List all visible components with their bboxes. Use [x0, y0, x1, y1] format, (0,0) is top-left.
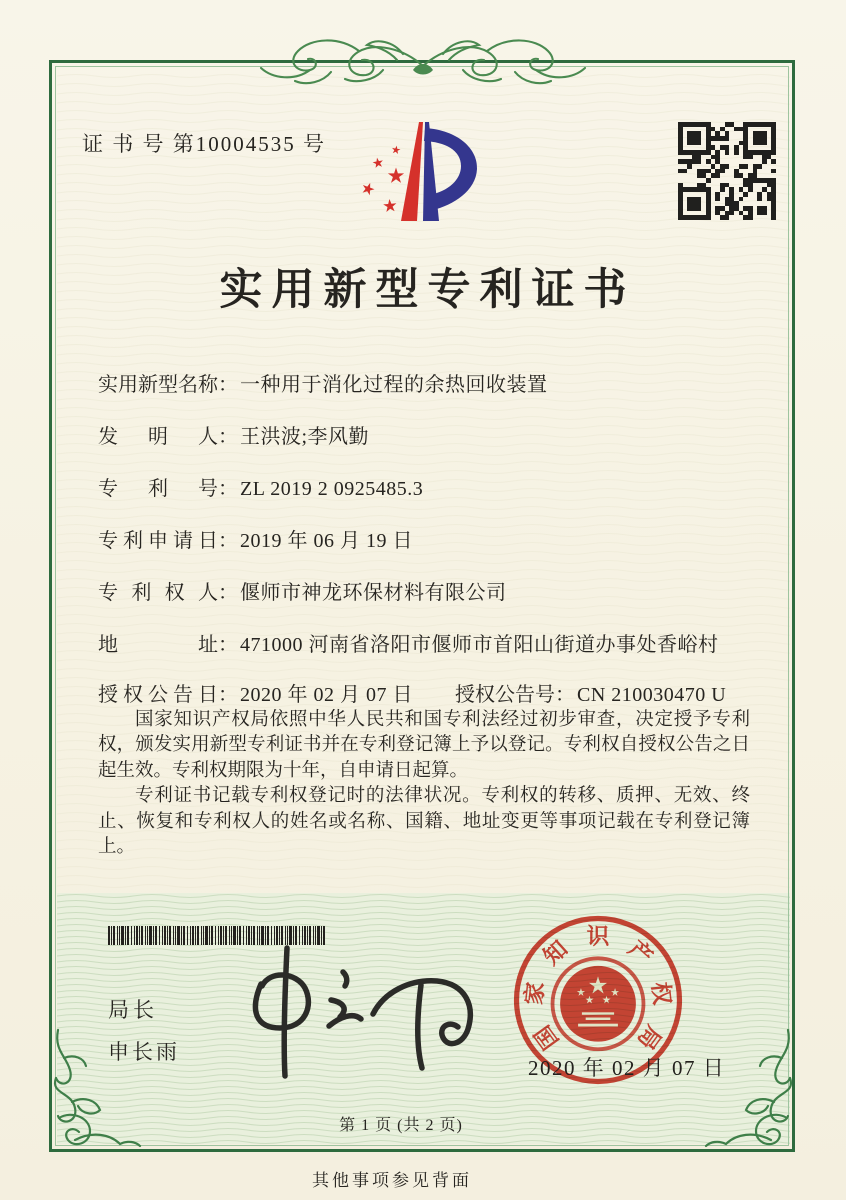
- field-value: 471000 河南省洛阳市偃师市首阳山街道办事处香峪村: [240, 634, 719, 656]
- field-row-application-date: [98, 524, 413, 554]
- svg-text:权: 权: [647, 980, 675, 1006]
- field-colon: ：: [218, 684, 238, 706]
- field-value: 2020 年 02 月 07 日: [240, 684, 413, 706]
- field-row-utility-model-name: [98, 368, 548, 398]
- field-value: CN 210030470 U: [577, 684, 727, 706]
- field-value: 2019 年 06 月 19 日: [240, 530, 413, 552]
- field-colon: ：: [218, 426, 238, 448]
- field-row-patent-number: [98, 472, 423, 502]
- back-side-note: 其他事项参见背面: [312, 1171, 472, 1190]
- field-colon: ：: [218, 374, 238, 396]
- svg-text:产: 产: [623, 935, 658, 970]
- svg-text:知: 知: [538, 935, 573, 970]
- svg-text:家: 家: [521, 980, 549, 1006]
- field-label: 发明人: [98, 426, 218, 448]
- signatory-title: 局长: [108, 998, 158, 1022]
- field-colon: ：: [555, 684, 575, 706]
- field-value: 偃师市神龙环保材料有限公司: [240, 582, 507, 604]
- field-value: 王洪波;李风勤: [240, 426, 370, 448]
- signatory-name: 申长雨: [108, 1040, 180, 1064]
- svg-text:国: 国: [529, 1020, 564, 1054]
- field-label: 专利申请日: [98, 530, 218, 552]
- qr-code: [678, 122, 776, 220]
- field-row-address: [98, 628, 719, 658]
- field-value: 一种用于消化过程的余热回收装置: [240, 374, 548, 396]
- field-label: 授权公告号: [455, 684, 555, 706]
- legal-paragraph-1: 国家知识产权局依照中华人民共和国专利法经过初步审查，决定授予专利权，颁发实用新型专利证书并在专利登记簿上予以登记。专利权自授权公告之日起生效。专利权期限为十年，自申请日起算。: [98, 710, 750, 781]
- field-pair-grant-number: [455, 678, 726, 707]
- seal-date: 2020 年 02 月 07 日: [528, 1056, 726, 1080]
- svg-text:识: 识: [586, 924, 610, 950]
- field-colon: ：: [218, 634, 238, 656]
- legal-paragraph-2: 专利证书记载专利权登记时的法律状况。专利权的转移、质押、无效、终止、恢复和专利权人的姓名或名称、国籍、地址变更等事项记载在专利登记簿上。: [98, 786, 750, 858]
- page-number: 第 1 页 (共 2 页): [339, 1117, 463, 1134]
- field-value: ZL 2019 2 0925485.3: [240, 478, 424, 500]
- field-colon: ：: [218, 478, 238, 500]
- field-row-inventor: [98, 420, 369, 450]
- handwritten-signature: [225, 932, 485, 1082]
- field-label: 专利权人: [98, 582, 218, 604]
- field-colon: ：: [218, 582, 238, 604]
- legal-text-block: [98, 708, 750, 860]
- field-label: 专利号: [98, 478, 218, 500]
- cnipa-patent-logo-icon: [353, 116, 493, 226]
- qr-module: [771, 215, 776, 220]
- certificate-number: 证 书 号 第10004535 号: [82, 132, 326, 156]
- field-row-patentee: [98, 576, 507, 606]
- field-label: 地址: [98, 634, 218, 656]
- field-row-grant: [98, 678, 727, 708]
- svg-text:局: 局: [632, 1020, 667, 1054]
- certificate-title: 实用新型专利证书: [219, 267, 636, 314]
- field-label: 授权公告日: [98, 684, 218, 706]
- field-label: 实用新型名称: [98, 374, 218, 396]
- field-colon: ：: [218, 530, 238, 552]
